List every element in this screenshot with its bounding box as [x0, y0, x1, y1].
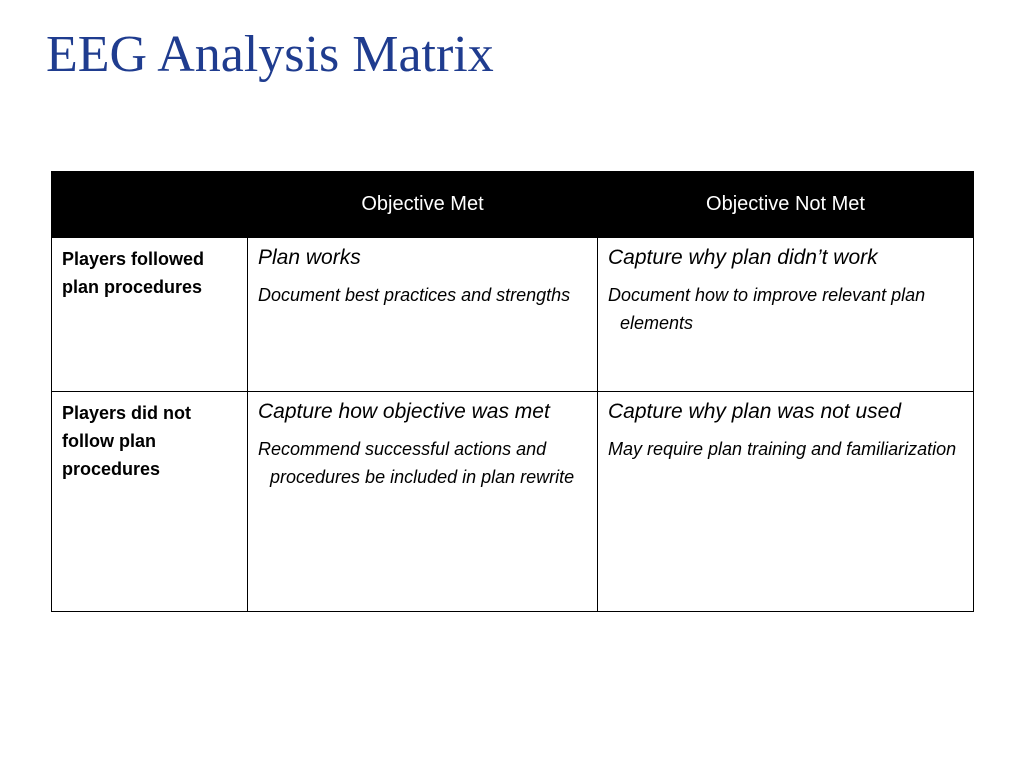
cell-sub-text: May require plan training and familiarization	[608, 439, 957, 459]
table-cell	[248, 238, 598, 392]
row-header-did-not-follow-procedures: Players did not follow plan procedures	[52, 392, 248, 612]
table-cell	[248, 392, 598, 612]
slide-title: EEG Analysis Matrix	[46, 26, 494, 83]
table-cell	[598, 238, 974, 392]
cell-sub-text: Recommend successful actions and procedures be included in plan rewrite	[258, 439, 575, 487]
table-cell	[598, 392, 974, 612]
table-row	[52, 238, 974, 392]
table-row	[52, 392, 974, 612]
cell-main-text: Capture why plan didn’t work	[608, 246, 878, 269]
cell-sub-text: Document best practices and strengths	[258, 285, 571, 305]
header-row	[52, 172, 974, 238]
cell-main-text: Plan works	[258, 246, 361, 269]
analysis-matrix-table	[51, 171, 974, 612]
cell-sub-text: Document how to improve relevant plan elements	[608, 285, 926, 333]
row-header-followed-procedures: Players followed plan procedures	[52, 238, 248, 392]
column-header-objective-not-met: Objective Not Met	[598, 172, 974, 238]
column-header-objective-met: Objective Met	[248, 172, 598, 238]
cell-main-text: Capture why plan was not used	[608, 400, 902, 423]
cell-main-text: Capture how objective was met	[258, 400, 550, 423]
column-header-corner	[52, 172, 248, 238]
